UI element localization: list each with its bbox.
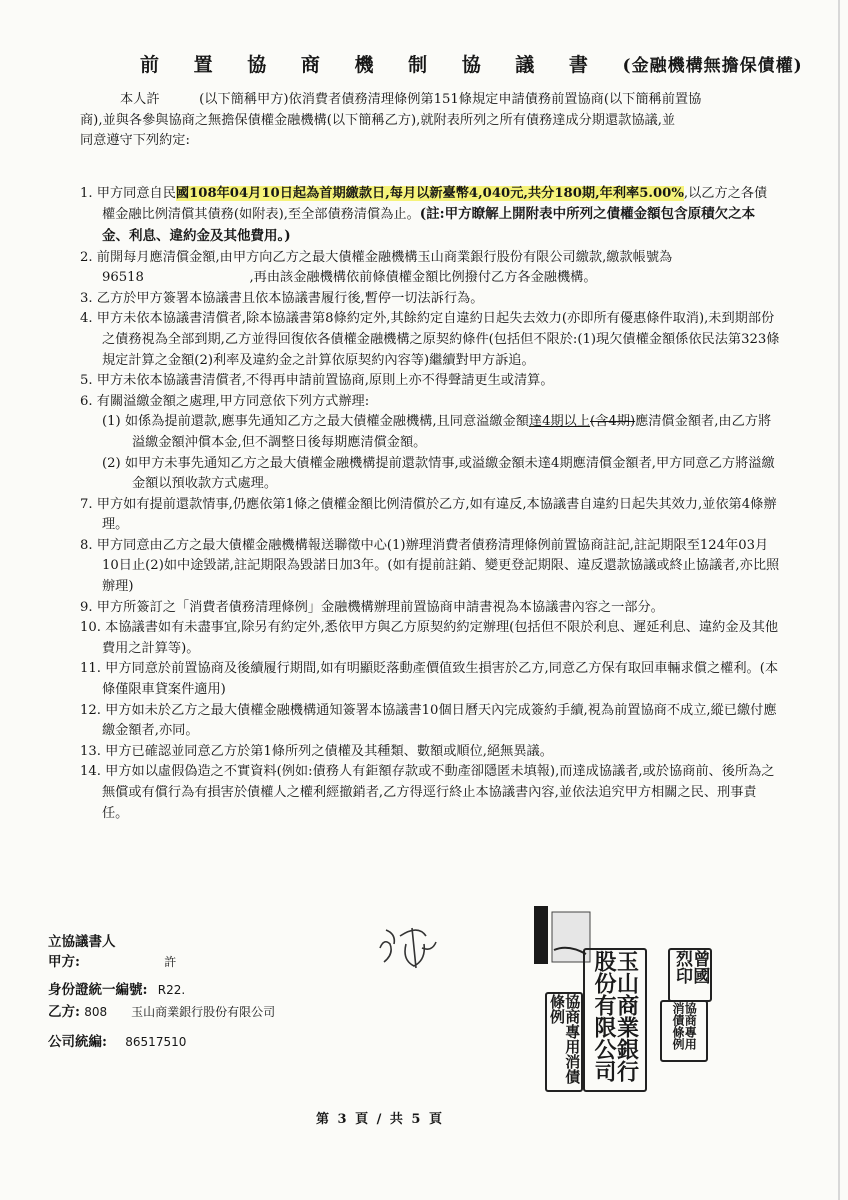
clause-7: 7. 甲方如有提前還款情事,仍應依第1條之債權金額比例清償於乙方,如有違反,本協議書自違約日起失其效力,並依第4條辦理。 bbox=[80, 496, 777, 533]
clause-1-start: 1. 甲方同意自民 bbox=[80, 185, 176, 201]
id-value: R22. bbox=[157, 983, 186, 997]
clause-1-note: (註:甲方瞭解上開附表中所列之債權金額包含原積欠之本金、利息、違約金及其他費用。) bbox=[102, 206, 756, 244]
clause-13: 13. 甲方已確認並同意乙方於第1條所列之債權及其種類、數額或順位,絕無異議。 bbox=[80, 743, 553, 759]
clause-12: 12. 甲方如未於乙方之最大債權金融機構通知簽署本協議書10個日曆天內完成簽約手續,視為前置協商不成立,縱已繳付應繳金額者,亦同。 bbox=[80, 702, 777, 739]
document-title bbox=[140, 50, 803, 77]
party-a-row bbox=[48, 950, 176, 970]
clause-5: 5. 甲方未依本協議書清償者,不得再申請前置協商,原則上亦不得聲請更生或清算。 bbox=[80, 373, 554, 389]
id-row bbox=[48, 978, 185, 998]
company-id-label: 公司統編: bbox=[48, 1034, 107, 1050]
clause-6-1-rest: 應清償金額者,由乙方將溢繳金額沖償本金,但不調整日後每期應清償金額。 bbox=[132, 414, 772, 450]
scan-edge bbox=[838, 0, 840, 1200]
party-b-value: 808 玉山商業銀行股份有限公司 bbox=[84, 1005, 276, 1019]
clause-6-1-start: (1) 如係為提前還款,應事先通知乙方之最大債權金融機構,且同意溢繳金額 bbox=[102, 414, 529, 430]
clause-9: 9. 甲方所簽訂之「消費者債務清理條例」金融機構辦理前置協商申請書視為本協議書內容之一部分。 bbox=[80, 599, 664, 615]
page-number: 第 3 頁 / 共 5 頁 bbox=[316, 1112, 444, 1127]
signatory-heading: 立協議書人 bbox=[48, 934, 116, 950]
company-id-value: 86517510 bbox=[125, 1035, 187, 1049]
debt-negotiation-seal-left: 協商專用消債條例 bbox=[545, 992, 583, 1092]
intro-line-2: 商),並與各參與協商之無擔保債權金融機構(以下簡稱乙方),就附表所列之所有債務達成分期還款協議,並 bbox=[80, 112, 676, 128]
clause-14: 14. 甲方如以虛假偽造之不實資料(例如:債務人有鉅額存款或不動產卻隱匿未填報),而達成協議者,或於協商前、後所為之無償或有償行為有損害於債權人之權利經撤銷者,乙方得逕行終止本協議書內容,並依法追究甲方相關之民、刑事責任。 bbox=[80, 764, 775, 821]
handwritten-signature bbox=[372, 918, 442, 978]
clause-4: 4. 甲方未依本協議書清償者,除本協議書第8條約定外,其餘約定自違約日起失去效力(亦即所有優惠條件取消),未到期部份之債務視為全部到期,乙方並得回復依各債權金融機構之原契約條件(包括但不限於:(1)現欠債權金額係依民法第323條規定計算之金額(2)利率及違約金之計算依原契約內容等)繼續對甲方訴追。 bbox=[80, 311, 780, 368]
clause-10: 10. 本協議書如有未盡事宜,除另有約定外,悉依甲方與乙方原契約約定辦理(包括但不限於利息、遲延利息、違約金及其他費用之計算等)。 bbox=[80, 620, 779, 656]
id-label: 身份證統一編號: bbox=[48, 982, 148, 998]
clause-6: 6. 有關溢繳金額之處理,甲方同意依下列方式辦理: bbox=[80, 393, 370, 409]
company-id-row bbox=[48, 1030, 186, 1050]
party-a-value: 許 bbox=[164, 955, 177, 969]
clause-3: 3. 乙方於甲方簽署本協議書且依本協議書履行後,暫停一切法訴行為。 bbox=[80, 290, 484, 306]
intro-line-3: 同意遵守下列約定: bbox=[80, 133, 190, 149]
clause-2: 2. 前開每月應清償金額,由甲方向乙方之最大債權金融機構玉山商業銀行股份有限公司繳款,繳款帳號為96518 ,再由該金融機構依前條債權金額比例撥付乙方各金融機構。 bbox=[80, 249, 673, 286]
bank-company-seal: 玉山商業銀行股份有限公司 bbox=[583, 948, 647, 1092]
party-a-label: 甲方: bbox=[48, 954, 80, 970]
title-sub: (金融機構無擔保債權) bbox=[622, 56, 803, 76]
clause-11: 11. 甲方同意於前置協商及後續履行期間,如有明顯貶落動產價值致生損害於乙方,同意乙方保有取回車輛求償之權利。(本條僅限車貸案件適用) bbox=[80, 661, 779, 698]
clause-1 bbox=[80, 184, 780, 248]
party-b-row bbox=[48, 1000, 275, 1020]
agreement-body bbox=[80, 90, 780, 824]
clause-6-1-underlined: 達4期以上 bbox=[528, 414, 591, 430]
intro-line-1: 本人許 (以下簡稱甲方)依消費者債務清理條例第151條規定申請債務前置協商(以下簡稱前置協 bbox=[120, 92, 702, 107]
clause-6-1 bbox=[80, 412, 780, 453]
clause-1-highlight: 國108年04月10日起為首期繳款日,每月以新臺幣4,040元,共分180期,年利率5.00% bbox=[175, 185, 684, 201]
representative-seal: 曾國烈印 bbox=[668, 948, 712, 1002]
title-main: 前 置 協 商 機 制 協 議 書 bbox=[140, 54, 602, 76]
clause-6-1-struck: (含4期) bbox=[590, 414, 636, 430]
clause-8: 8. 甲方同意由乙方之最大債權金融機構報送聯徵中心(1)辦理消費者債務清理條例前置協商註記,註記期限至124年03月10日止(2)如中途毀諾,註記期限為毀諾日加3年。(如有提前註銷、變更登記期限、違反還款協議或終止協議者,亦比照辦理) bbox=[80, 537, 780, 595]
debt-negotiation-seal-right: 協商專用消債條例 bbox=[660, 1000, 708, 1062]
party-b-label: 乙方: bbox=[48, 1004, 80, 1020]
clause-6-2: (2) 如甲方未事先通知乙方之最大債權金融機構提前還款情事,或溢繳金額未達4期應清償金額者,甲方同意乙方將溢繳金額以預收款方式處理。 bbox=[102, 455, 775, 492]
clause-1-rest: ,以乙方之各債權金融比例清償其債務(如附表),至全部債務清償為止。 bbox=[102, 185, 768, 223]
